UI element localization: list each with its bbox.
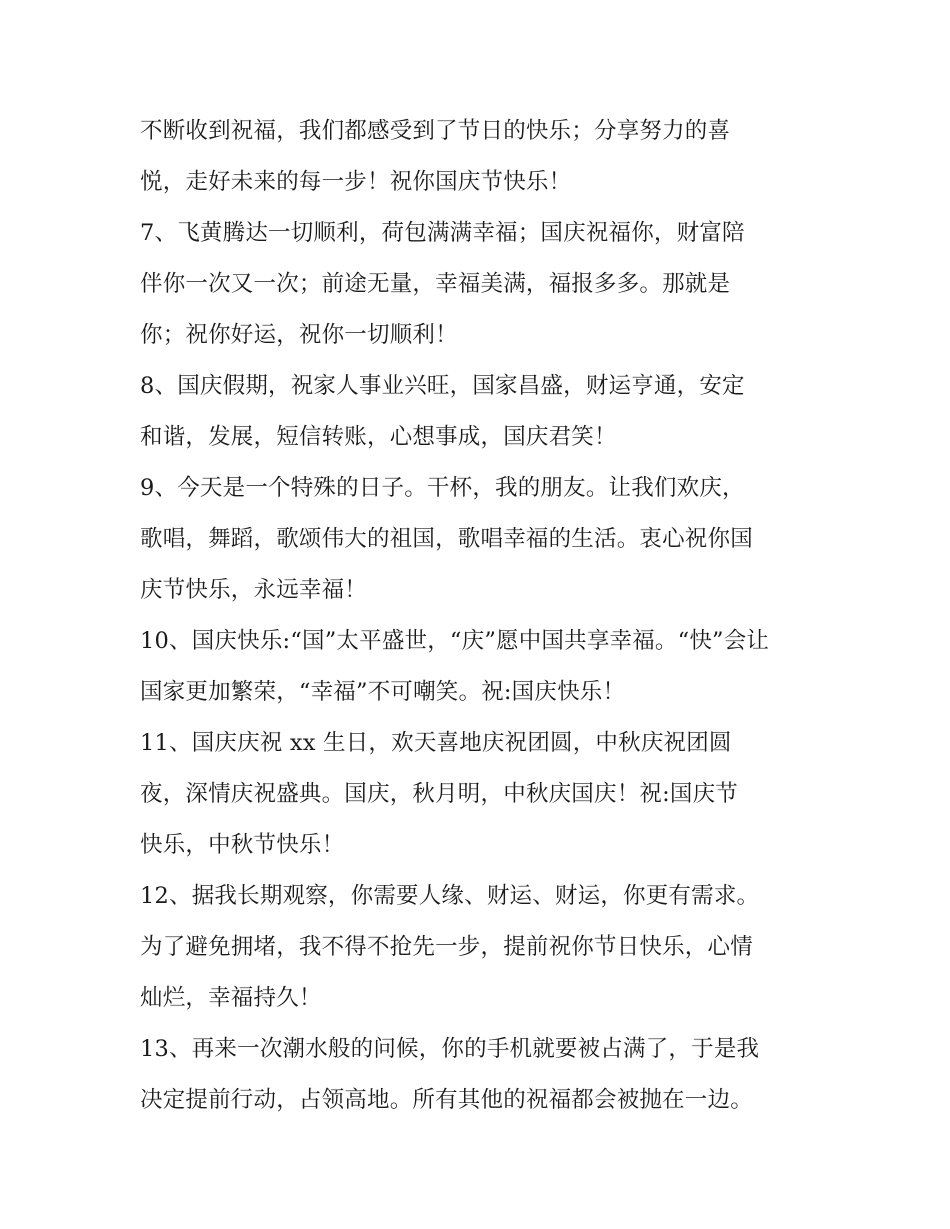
text-line: 歌唱，舞蹈，歌颂伟大的祖国，歌唱幸福的生活。衷心祝你国	[140, 526, 753, 552]
text-line: 8、国庆假期，祝家人事业兴旺，国家昌盛，财运亨通，安定	[140, 373, 745, 399]
text-line: 灿烂，幸福持久！	[140, 985, 322, 1011]
text-line: 13、再来一次潮水般的问候，你的手机就要被占满了，于是我	[140, 1036, 760, 1062]
text-line: 悦，走好未来的每一步！祝你国庆节快乐！	[140, 169, 572, 195]
text-line: 夜，深情庆祝盛典。国庆，秋月明，中秋庆国庆！祝:国庆节	[140, 781, 738, 807]
text-line: 7、飞黄腾达一切顺利，荷包满满幸福；国庆祝福你，财富陪	[140, 220, 745, 246]
text-line: 国家更加繁荣，“幸福”不可嘲笑。祝:国庆快乐！	[140, 679, 626, 705]
text-line: 和谐，发展，短信转账，心想事成，国庆君笑！	[140, 424, 617, 450]
text-line: 快乐，中秋节快乐！	[140, 832, 345, 858]
text-line: 为了避免拥堵，我不得不抢先一步，提前祝你节日快乐，心情	[140, 934, 753, 960]
text-line: 你；祝你好运，祝你一切顺利！	[140, 322, 458, 348]
text-line: 不断收到祝福，我们都感受到了节日的快乐；分享努力的喜	[140, 118, 731, 144]
text-line: 11、国庆庆祝 xx 生日，欢天喜地庆祝团圆，中秋庆祝团圆	[140, 730, 732, 756]
text-line: 庆节快乐，永远幸福！	[140, 577, 368, 603]
body-text	[140, 106, 840, 1126]
text-line: 10、国庆快乐:“国”太平盛世，“庆”愿中国共享幸福。“快”会让	[140, 628, 770, 654]
text-line: 9、今天是一个特殊的日子。干杯，我的朋友。让我们欢庆，	[140, 475, 745, 501]
text-line: 决定提前行动，占领高地。所有其他的祝福都会被抛在一边。	[140, 1087, 753, 1113]
text-line: 伴你一次又一次；前途无量，幸福美满，福报多多。那就是	[140, 271, 731, 297]
text-line: 12、据我长期观察，你需要人缘、财运、财运，你更有需求。	[140, 883, 760, 909]
